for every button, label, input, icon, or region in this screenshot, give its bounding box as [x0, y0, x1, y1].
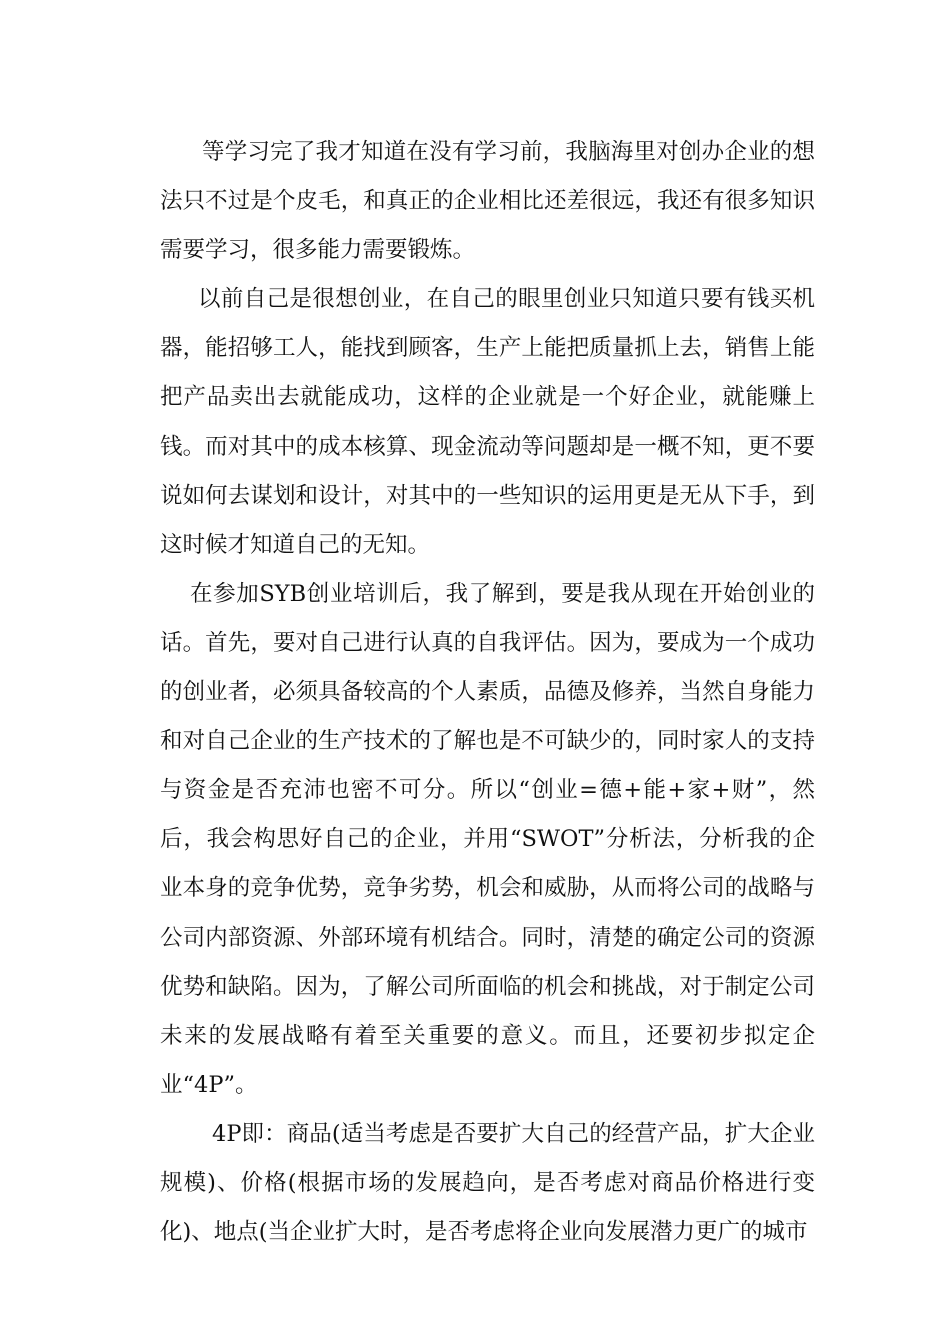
- paragraph-3: 在参加SYB创业培训后，我了解到，要是我从现在开始创业的话。首先，要对自己进行认真的自我评估。因为，要成为一个成功的创业者，必须具备较高的个人素质，品德及修养，当然自身能力和对自己企业的生产技术的了解也是不可缺少的，同时家人的支持与资金是否充沛也密不可分。所以“创业=德+能+家+财”，然后，我会构思好自己的企业，并用“SWOT”分析法，分析我的企业本身的竞争优势，竞争劣势，机会和威胁，从而将公司的战略与公司内部资源、外部环境有机结合。同时，清楚的确定公司的资源优势和缺陷。因为，了解公司所面临的机会和挑战，对于制定公司未来的发展战略有着至关重要的意义。而且，还要初步拟定企业“4P”。: [160, 580, 815, 1098]
- paragraph-2: 以前自己是很想创业，在自己的眼里创业只知道只要有钱买机器，能招够工人，能找到顾客，生产上能把质量抓上去，销售上能把产品卖出去就能成功，这样的企业就是一个好企业，就能赚上钱。而对其中的成本核算、现金流动等问题却是一概不知，更不要说如何去谋划和设计，对其中的一些知识的运用更是无从下手，到这时候才知道自己的无知。: [160, 286, 815, 558]
- body-text: [160, 128, 815, 1257]
- paragraph-4: 4P即：商品(适当考虑是否要扩大自己的经营产品，扩大企业规模)、价格(根据市场的发展趋向，是否考虑对商品价格进行变化)、地点(当企业扩大时，是否考虑将企业向发展潜力更广的城市: [160, 1120, 815, 1246]
- paragraph-1: 等学习完了我才知道在没有学习前，我脑海里对创办企业的想法只不过是个皮毛，和真正的企业相比还差很远，我还有很多知识需要学习，很多能力需要锻炼。: [160, 139, 815, 264]
